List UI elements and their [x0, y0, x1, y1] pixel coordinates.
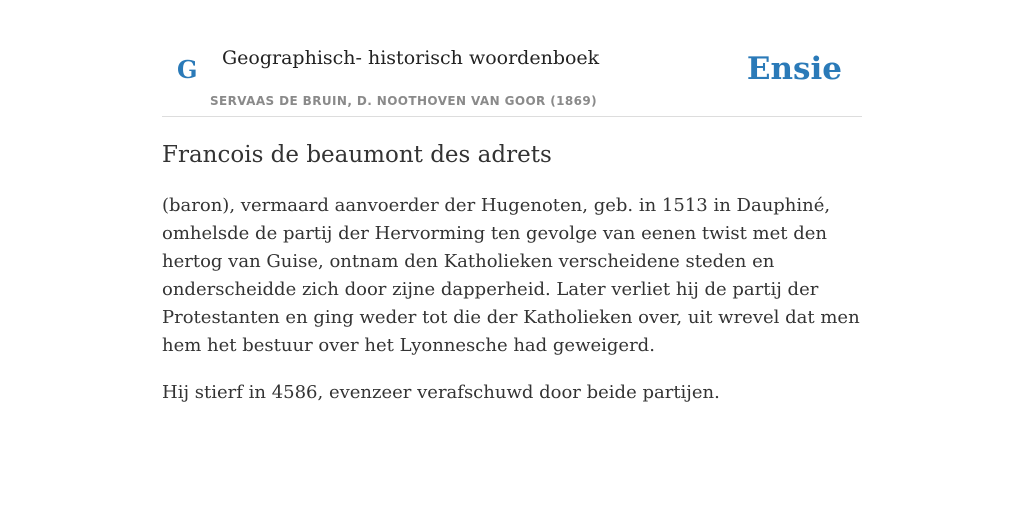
entry-body [162, 192, 862, 426]
dictionary-title[interactable]: Geographisch- historisch woordenboek [222, 47, 600, 69]
brand-logo[interactable]: Ensie [746, 51, 842, 87]
dictionary-authors: SERVAAS DE BRUIN, D. NOOTHOVEN VAN GOOR (1869) [210, 94, 598, 108]
entry-title: Francois de beaumont des adrets [162, 142, 552, 168]
dictionary-header [162, 0, 862, 117]
entry-paragraph: (baron), vermaard aanvoerder der Hugenoten, geb. in 1513 in Dauphiné, omhelsde de partij der Hervorming ten gevolge van eenen twist met den hertog van Guise, ontnam den Katholieken verscheidene steden en onderscheidde zich door zijne dapperheid. Later verliet hij de partij der Protestanten en ging weder tot die der Katholieken over, uit wrevel dat men hem het bestuur over het Lyonnesche had geweigerd. [162, 195, 860, 356]
entry-paragraph: Hij stierf in 4586, evenzeer verafschuwd door beide partijen. [162, 382, 720, 403]
dictionary-logo[interactable]: G [177, 55, 198, 84]
page-container [162, 0, 862, 403]
